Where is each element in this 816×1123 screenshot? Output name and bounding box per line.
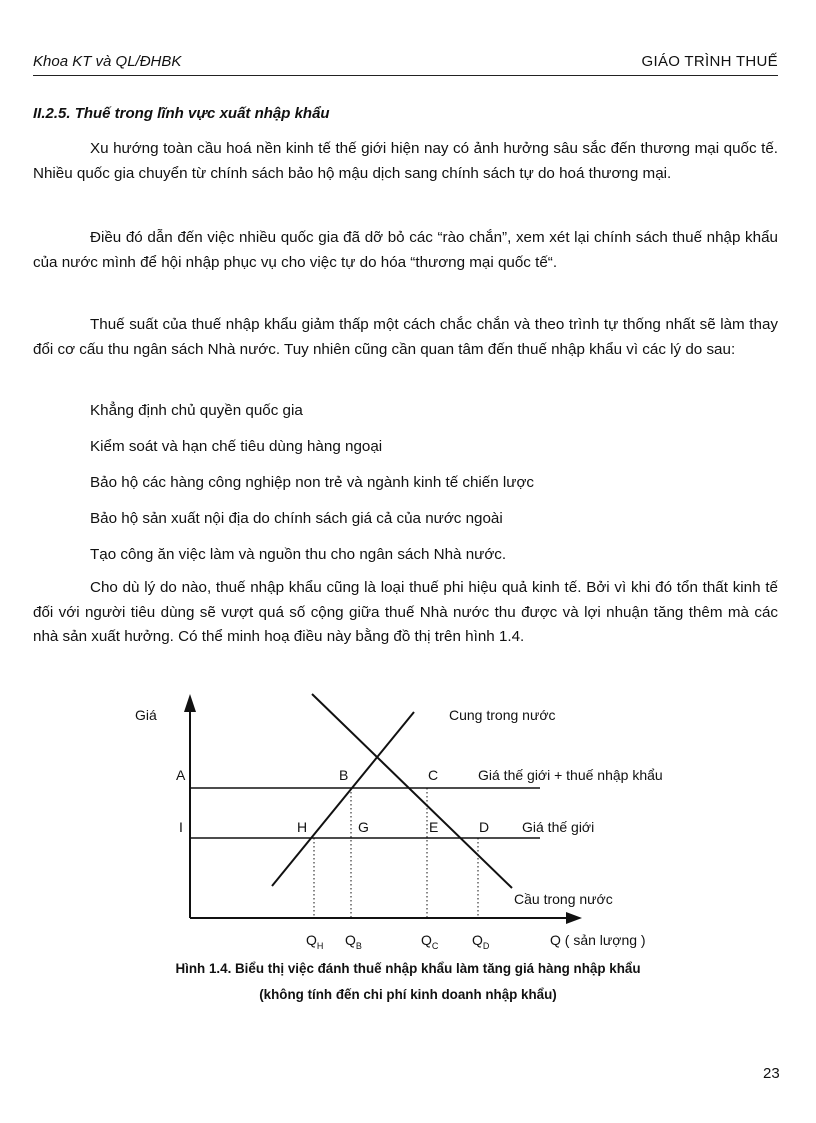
- paragraph-text: Điều đó dẫn đến việc nhiều quốc gia đã dỡ bỏ các “rào chắn”, xem xét lại chính sách thuế nhập khẩu của nước mình để hội nhập phục vụ cho việc tự do hóa “thương mại quốc tế“.: [33, 229, 778, 271]
- figure-caption-note: (không tính đến chi phí kinh doanh nhập khẩu): [259, 987, 557, 1002]
- point-label-c: C: [428, 767, 439, 783]
- price-axis-arrow: [184, 694, 196, 712]
- quantity-label-qc: $Q_C$: [421, 932, 439, 951]
- quantity-label-qd: $Q_D$: [472, 932, 490, 951]
- point-label-g: G: [358, 819, 369, 835]
- x-axis-label: Q ( sản lượng ): [550, 932, 646, 948]
- section-title: II.2.5. Thuế trong lĩnh vực xuất nhập khẩu: [33, 105, 330, 122]
- paragraph-text: Cho dù lý do nào, thuế nhập khẩu cũng là loại thuế phi hiệu quả kinh tế. Bởi vì khi đó tổn thất kinh tế đối với người tiêu dùng sẽ vượt quá số cộng giữa thuế Nhà nước thu được và lợi nhuận tăng thêm mà các nhà sản xuất hưởng. Có thể minh hoạ điều này bằng đồ thị trên hình 1.4.: [33, 579, 778, 645]
- paragraph-text: Thuế suất của thuế nhập khẩu giảm thấp một cách chắc chắn và theo trình tự thống nhất sẽ làm thay đổi cơ cấu thu ngân sách Nhà nước. Tuy nhiên cũng cần quan tâm đến thuế nhập khẩu vì các lý do sau:: [33, 316, 778, 358]
- demand-label: Cầu trong nước: [514, 891, 613, 907]
- price-label-i: I: [179, 819, 183, 835]
- reason-item: Kiểm soát và hạn chế tiêu dùng hàng ngoại: [90, 438, 383, 455]
- paragraph-text: Xu hướng toàn cầu hoá nền kinh tế thế giới hiện nay có ảnh hưởng sâu sắc đến thương mại quốc tế. Nhiều quốc gia chuyển từ chính sách bảo hộ mậu dịch sang chính sách tự do hoá thương mại.: [33, 140, 778, 182]
- point-label-h: H: [297, 819, 308, 835]
- price-label-a: A: [176, 767, 186, 783]
- header-department: Khoa KT và QL/ĐHBK: [33, 53, 182, 70]
- header-book-title: GIÁO TRÌNH THUẾ: [641, 53, 778, 70]
- reason-item: Bảo hộ các hàng công nghiệp non trẻ và ngành kinh tế chiến lược: [90, 474, 534, 491]
- tariff-price-label: Giá thế giới + thuế nhập khẩu: [478, 767, 663, 783]
- reason-item: Tạo công ăn việc làm và nguồn thu cho ngân sách Nhà nước.: [90, 546, 507, 563]
- y-axis-label: Giá: [135, 707, 157, 723]
- point-label-b: B: [339, 767, 349, 783]
- page-number: 23: [763, 1065, 780, 1082]
- world-price-label: Giá thế giới: [522, 819, 595, 835]
- point-label-e: E: [429, 819, 439, 835]
- point-label-d: D: [479, 819, 490, 835]
- figure-caption-title: Hình 1.4. Biểu thị việc đánh thuế nhập khẩu làm tăng giá hàng nhập khẩu: [175, 961, 641, 976]
- quantity-axis-arrow: [566, 912, 582, 924]
- reason-item: Bảo hộ sản xuất nội địa do chính sách giá cả của nước ngoài: [90, 510, 503, 527]
- quantity-label-qb: $Q_B$: [345, 932, 362, 951]
- supply-curve: [272, 712, 414, 886]
- supply-label: Cung trong nước: [449, 707, 556, 723]
- demand-curve: [312, 694, 512, 888]
- reason-item: Khẳng định chủ quyền quốc gia: [90, 402, 303, 419]
- quantity-label-qh: $Q_H$: [306, 932, 324, 951]
